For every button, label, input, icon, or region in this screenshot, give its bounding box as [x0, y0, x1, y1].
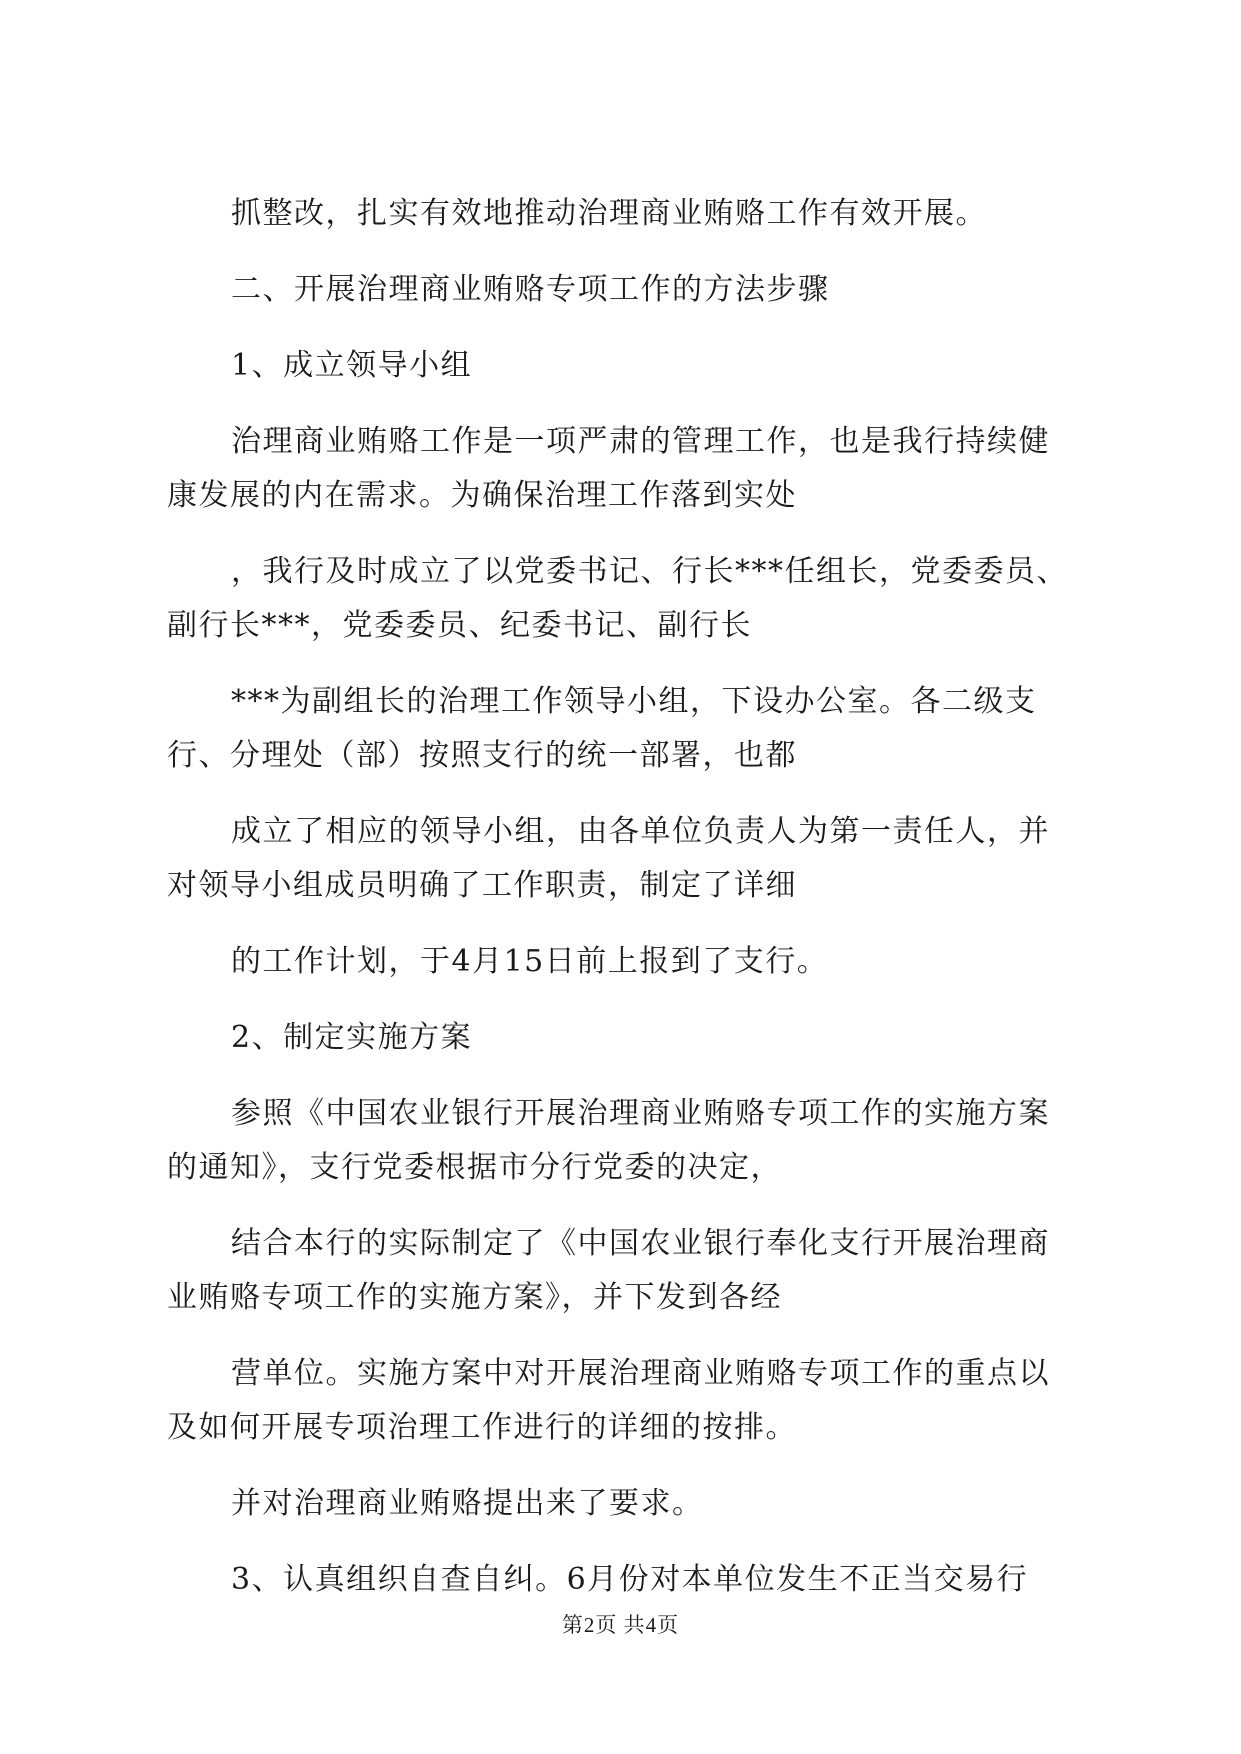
page-number: 第2页 共4页	[561, 1613, 680, 1637]
text-line: 结合本行的实际制定了《中国农业银行奉化支行开展治理商	[231, 1226, 1050, 1261]
text-line: 成立了相应的领导小组，由各单位负责人为第一责任人，并	[231, 814, 1050, 849]
text-line: 的通知》，支行党委根据市分行党委的决定，	[167, 1150, 782, 1185]
text-line: 康发展的内在需求。为确保治理工作落到实处	[167, 478, 797, 513]
text-line: 业贿赂专项工作的实施方案》，并下发到各经	[167, 1280, 782, 1315]
text-line: 的工作计划，于4月15日前上报到了支行。	[231, 944, 829, 979]
section-heading: 二、开展治理商业贿赂专项工作的方法步骤	[231, 272, 830, 307]
text-line: 抓整改，扎实有效地推动治理商业贿赂工作有效开展。	[231, 196, 987, 231]
text-line: 副行长***，党委委员、纪委书记、副行长	[167, 608, 752, 643]
text-line: 行、分理处（部）按照支行的统一部署，也都	[167, 738, 797, 773]
text-line: 3、认真组织自查自纠。6月份对本单位发生不正当交易行	[231, 1562, 1029, 1597]
text-line: 参照《中国农业银行开展治理商业贿赂专项工作的实施方案	[231, 1096, 1050, 1131]
text-line: 营单位。实施方案中对开展治理商业贿赂专项工作的重点以	[231, 1356, 1050, 1391]
text-line: 治理商业贿赂工作是一项严肃的管理工作，也是我行持续健	[231, 424, 1050, 459]
text-line: 并对治理商业贿赂提出来了要求。	[231, 1486, 704, 1521]
page-footer	[0, 1611, 1241, 1639]
text-line: 及如何开展专项治理工作进行的详细的按排。	[167, 1410, 797, 1445]
text-line: 对领导小组成员明确了工作职责，制定了详细	[167, 868, 797, 903]
text-line: ，我行及时成立了以党委书记、行长***任组长，党委委员、	[231, 554, 1068, 589]
subsection-heading: 2、制定实施方案	[231, 1020, 473, 1055]
subsection-heading: 1、成立领导小组	[231, 348, 473, 383]
text-line: ***为副组长的治理工作领导小组，下设办公室。各二级支	[231, 684, 1037, 719]
